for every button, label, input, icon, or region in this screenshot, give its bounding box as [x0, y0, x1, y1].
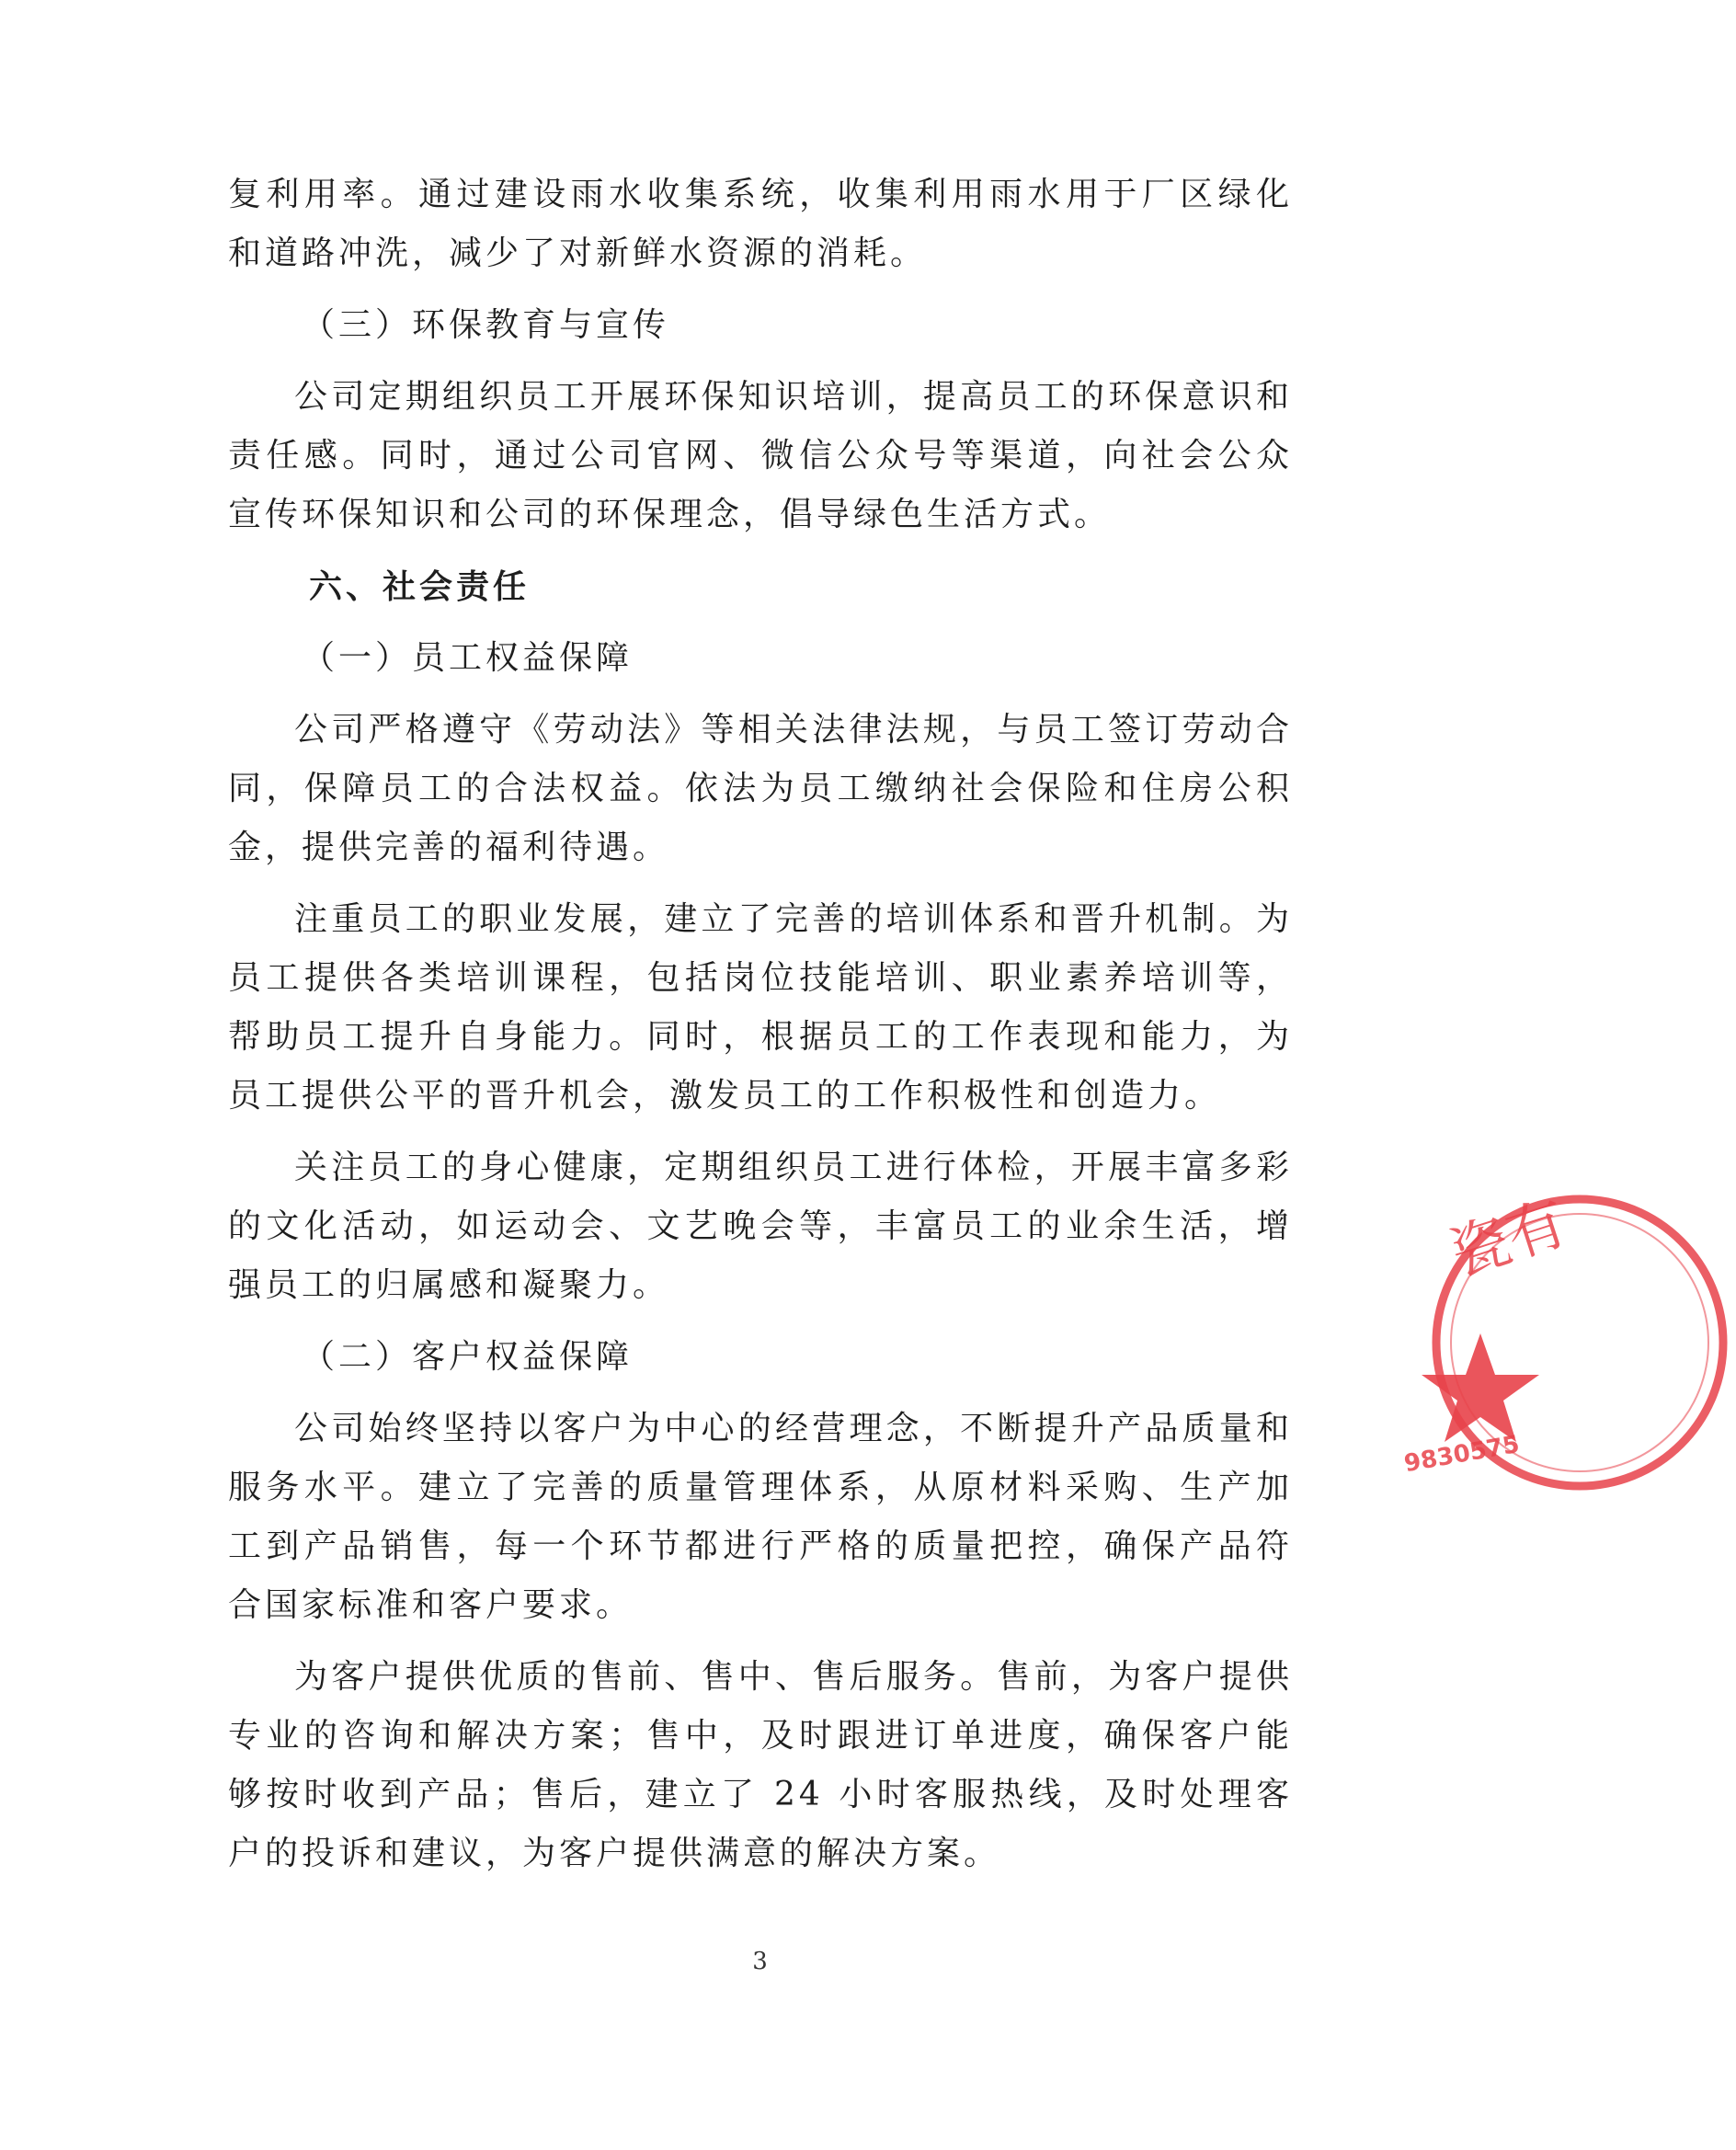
subheading-environmental-education: （三）环保教育与宣传 [302, 306, 670, 344]
section-heading-social-responsibility: 六、社会责任 [309, 567, 531, 606]
document-body [228, 166, 1293, 1896]
paragraph-environmental-training: 公司定期组织员工开展环保知识培训，提高员工的环保意识和责任感。同时，通过公司官网、微信公众号等渠道，向社会公众宣传环保知识和公司的环保理念，倡导绿色生活方式。 [228, 378, 1293, 533]
page-number: 3 [752, 1948, 768, 1975]
seal-text-number: 9830575 [1401, 1430, 1522, 1479]
paragraph-career-development: 注重员工的职业发展，建立了完善的培训体系和晋升机制。为员工提供各类培训课程，包括岗位技能培训、职业素养培训等，帮助员工提升自身能力。同时，根据员工的工作表现和能力，为员工提供公平的晋升机会，激发员工的工作积极性和创造力。 [228, 900, 1293, 1115]
subheading-employee-rights: （一）员工权益保障 [302, 639, 634, 677]
seal-text-top: 瓷有 [1442, 1188, 1576, 1290]
paragraph-quality-management: 公司始终坚持以客户为中心的经营理念，不断提升产品质量和服务水平。建立了完善的质量管理体系，从原材料采购、生产加工到产品销售，每一个环节都进行严格的质量把控，确保产品符合国家标准和客户要求。 [228, 1410, 1293, 1624]
company-seal-stamp [1401, 1186, 1736, 1499]
paragraph-employee-health: 关注员工的身心健康，定期组织员工进行体检，开展丰富多彩的文化活动，如运动会、文艺晚会等，丰富员工的业余生活，增强员工的归属感和凝聚力。 [228, 1149, 1293, 1304]
paragraph-labor-law: 公司严格遵守《劳动法》等相关法律法规，与员工签订劳动合同，保障员工的合法权益。依法为员工缴纳社会保险和住房公积金，提供完善的福利待遇。 [228, 711, 1293, 866]
subheading-customer-rights: （二）客户权益保障 [302, 1338, 634, 1376]
paragraph-water-reuse: 复利用率。通过建设雨水收集系统，收集利用雨水用于厂区绿化和道路冲洗，减少了对新鲜水资源的消耗。 [228, 176, 1293, 272]
paragraph-customer-service: 为客户提供优质的售前、售中、售后服务。售前，为客户提供专业的咨询和解决方案；售中，及时跟进订单进度，确保客户能够按时收到产品；售后，建立了 24 小时客服热线，及时处理客户的投诉和建议，为客户提供满意的解决方案。 [228, 1658, 1293, 1872]
